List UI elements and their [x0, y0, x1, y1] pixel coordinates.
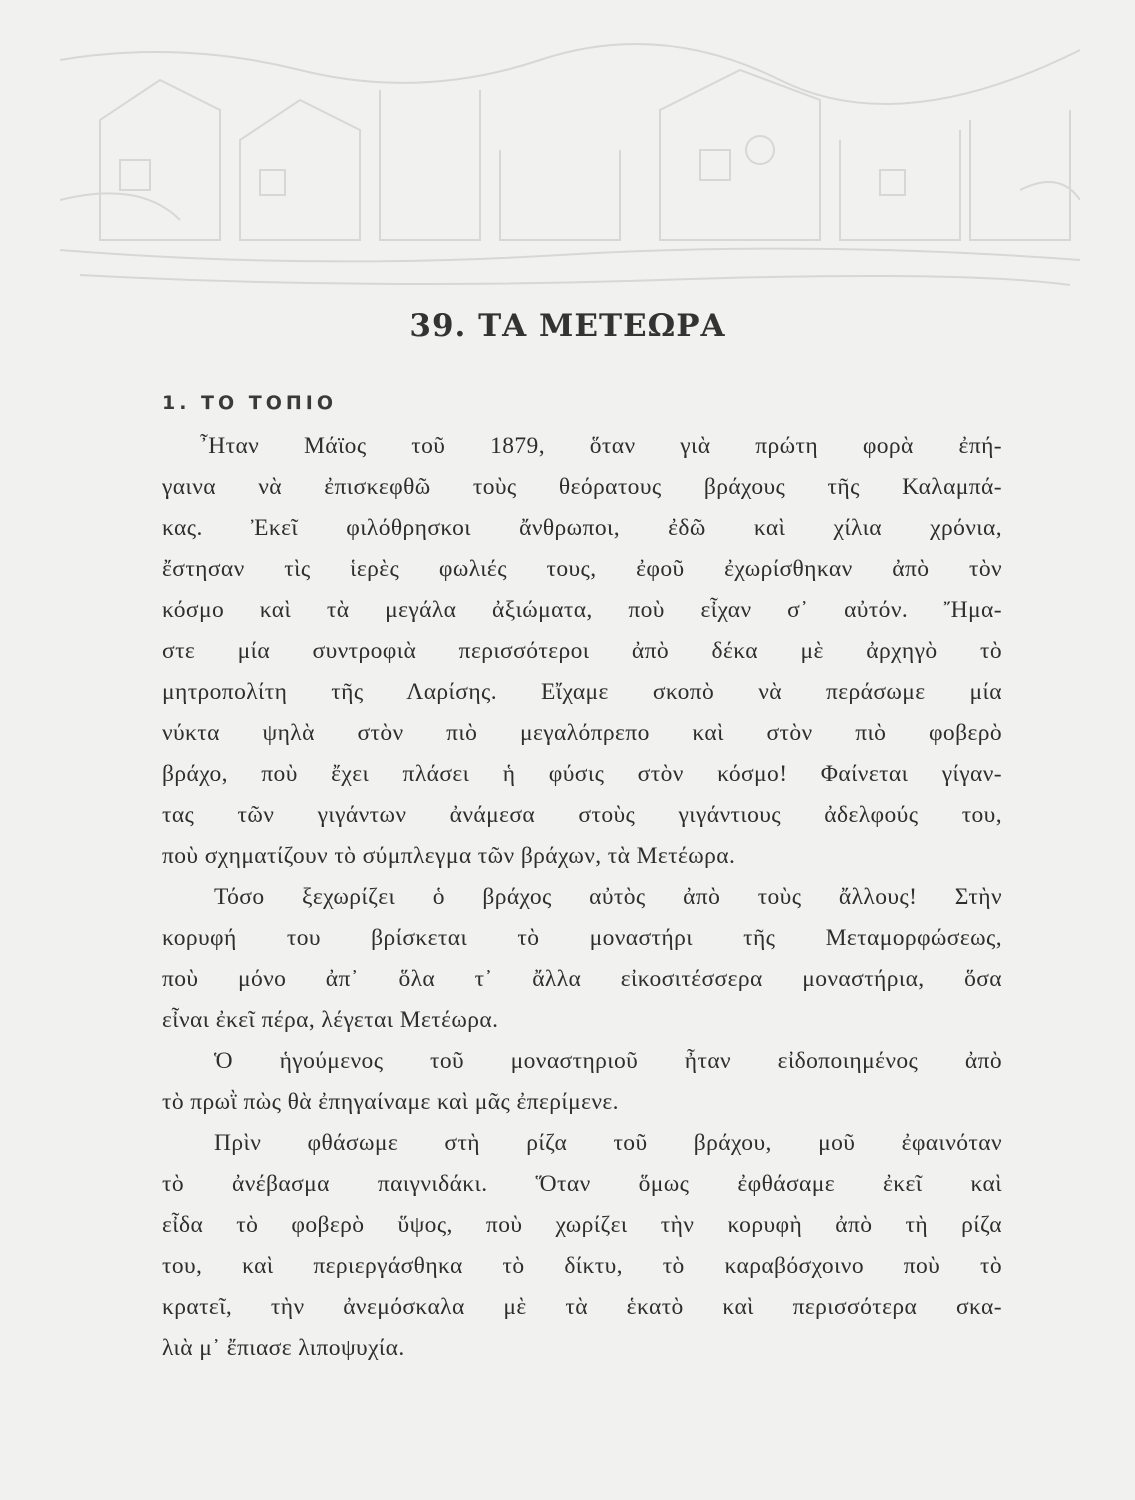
text-line: Τόσο ξεχωρίζει ὁ βράχος αὐτὸς ἀπὸ τοὺς ἄλλους! Στὴν [214, 884, 1002, 910]
text-line: λιὰ μ᾽ ἔπιασε λιποψυχία. [162, 1335, 405, 1361]
text-line: κρατεῖ, τὴν ἀνεμόσκαλα μὲ τὰ ἑκατὸ καὶ περισσότερα σκα- [162, 1294, 1002, 1320]
text-line: κόσμο καὶ τὰ μεγάλα ἀξιώματα, ποὺ εἶχαν σ᾽ αὐτόν. Ἤμα- [162, 597, 1002, 623]
text-line: βράχο, ποὺ ἔχει πλάσει ἡ φύσις στὸν κόσμο! Φαίνεται γίγαν- [162, 761, 1002, 787]
monastery-sketch-illustration [60, 0, 1080, 300]
text-line: του, καὶ περιεργάσθηκα τὸ δίκτυ, τὸ καραβόσχοινο ποὺ τὸ [162, 1253, 1002, 1279]
text-line: ἔστησαν τὶς ἱερὲς φωλιές τους, ἐφοῦ ἐχωρίσθηκαν ἀπὸ τὸν [162, 556, 1002, 582]
text-line: τὸ ἀνέβασμα παιγνιδάκι. Ὅταν ὅμως ἐφθάσαμε ἐκεῖ καὶ [162, 1171, 1002, 1197]
text-line: κας. Ἐκεῖ φιλόθρησκοι ἄνθρωποι, ἐδῶ καὶ χίλια χρόνια, [162, 515, 1002, 541]
body-text [162, 426, 1002, 1369]
text-line: Πρὶν φθάσωμε στὴ ρίζα τοῦ βράχου, μοῦ ἐφαινόταν [214, 1130, 1002, 1156]
text-line: Ὁ ἡγούμενος τοῦ μοναστηριοῦ ἦταν εἰδοποιημένος ἀπὸ [214, 1048, 1002, 1074]
text-line: νύκτα ψηλὰ στὸν πιὸ μεγαλόπρεπο καὶ στὸν πιὸ φοβερὸ [162, 720, 1002, 746]
text-line: εἶδα τὸ φοβερὸ ὕψος, ποὺ χωρίζει τὴν κορυφὴ ἀπὸ τὴ ρίζα [162, 1212, 1002, 1238]
text-line: κορυφή του βρίσκεται τὸ μοναστήρι τῆς Μεταμορφώσεως, [162, 925, 1002, 951]
text-line: εἶναι ἐκεῖ πέρα, λέγεται Μετέωρα. [162, 1007, 499, 1033]
text-line: ῏Ηταν Μάϊος τοῦ 1879, ὅταν γιὰ πρώτη φορὰ ἐπή- [200, 433, 1002, 459]
section-heading: 1. ΤΟ ΤΟΠΙΟ [162, 392, 338, 414]
text-line: γαινα νὰ ἐπισκεφθῶ τοὺς θεόρατους βράχους τῆς Καλαμπά- [162, 474, 1002, 500]
text-line: στε μία συντροφιὰ περισσότεροι ἀπὸ δέκα μὲ ἀρχηγὸ τὸ [162, 638, 1002, 664]
chapter-title: 39. ΤΑ ΜΕΤΕΩΡΑ [409, 308, 726, 344]
text-line: ποὺ μόνο ἀπ᾽ ὅλα τ᾽ ἄλλα εἰκοσιτέσσερα μοναστήρια, ὅσα [162, 966, 1002, 992]
text-line: ποὺ σχηματίζουν τὸ σύμπλεγμα τῶν βράχων, τὰ Μετέωρα. [162, 843, 736, 869]
text-line: τὸ πρωῒ πὼς θὰ ἐπηγαίναμε καὶ μᾶς ἐπερίμενε. [162, 1089, 619, 1115]
text-line: τας τῶν γιγάντων ἀνάμεσα στοὺς γιγάντιους ἀδελφούς του, [162, 802, 1002, 828]
text-line: μητροπολίτη τῆς Λαρίσης. Εἴχαμε σκοπὸ νὰ περάσωμε μία [162, 679, 1002, 705]
